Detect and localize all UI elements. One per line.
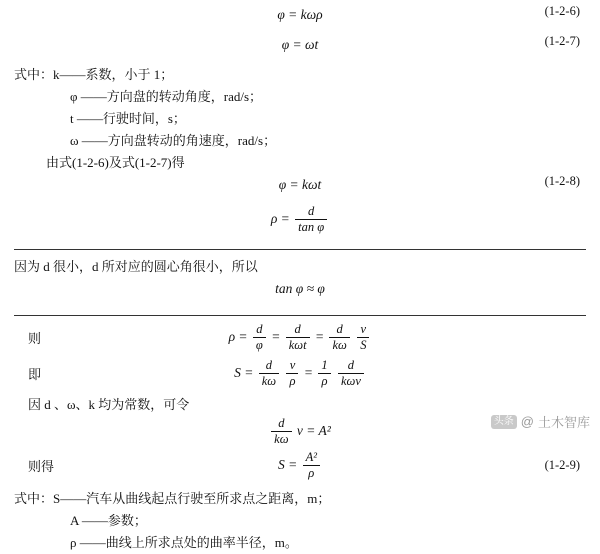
equation-expression: φ = ωt [281, 37, 319, 52]
rho-label: ρ = [270, 211, 290, 226]
equation-row-1-2-7 [14, 34, 586, 64]
fraction-numerator: A² [303, 451, 320, 466]
fraction-d-over-kwv: $\frac{d}{\text{kωv}}$ [338, 359, 364, 388]
that-is-equation: S = $\frac{d}{k\omega}$ $\frac{v}{\rho}$ = $\frac{1}{\rho}$ $\frac{d}{\text{kωv}}$ [14, 358, 586, 389]
fraction-d-over-kw-3: $\frac{d}{k\omega}$ [271, 417, 291, 446]
result-equation [14, 450, 586, 481]
because-line: 因为 d 很小，d 所对应的圆心角很小，所以 [14, 259, 258, 274]
fraction-denominator: ρ [308, 466, 315, 481]
fraction-numerator: d [295, 205, 327, 220]
that-is-row [14, 358, 586, 394]
fraction-d-over-kw-2: $\frac{d}{k\omega}$ [259, 359, 279, 388]
legend-intro: 式中：S——汽车从曲线起点行驶至所求点之距离，m； [14, 491, 331, 506]
fraction-one-over-rho: $\frac{1}{\rho}$ [318, 359, 330, 388]
result-equation-label: S = [277, 457, 298, 472]
watermark-account: 土木智库 [537, 415, 590, 430]
result-label: 则得 [28, 459, 55, 474]
result-row [14, 450, 586, 488]
fraction-d-over-kwt: $\frac{d}{\text{kωt}}$ [286, 323, 310, 352]
equation-number: (1-2-7) [544, 34, 580, 48]
fraction-v-over-s: $\frac{v}{S}$ [357, 323, 369, 352]
where-item-phi: φ ——方向盘的转动角度，rad/s； [70, 89, 263, 104]
equation-row-1-2-8 [14, 174, 586, 204]
approx-row [14, 278, 586, 308]
horizontal-rule-top [14, 249, 586, 250]
equation-expression: φ = kωt [278, 177, 322, 192]
fraction-rho [295, 205, 327, 234]
watermark [491, 412, 590, 431]
equation-row-1-2-6 [14, 4, 586, 34]
approx-expression: tan φ ≈ φ [275, 281, 325, 296]
legend-item-rho: ρ ——曲线上所求点处的曲率半径，m。 [70, 535, 298, 550]
equation-row-rho [14, 204, 586, 242]
that-is-label: 即 [28, 367, 42, 382]
then-equation: ρ = $\frac{d}{\varphi}$ = $\frac{d}{\text{kωt}}$ = $\frac{d}{k\omega}$ $\frac{v}{S}$ [14, 322, 586, 353]
where-intro: 式中：k——系数，小于 1； [14, 67, 174, 82]
equation-number: (1-2-6) [544, 4, 580, 18]
equation-expression [14, 204, 586, 235]
then-label: 则 [28, 331, 42, 346]
fraction-v-over-rho: $\frac{v}{\rho}$ [286, 359, 298, 388]
derivation-intro: 由式(1-2-6)及式(1-2-7)得 [46, 155, 185, 170]
legend-item-a: A ——参数； [70, 513, 147, 528]
watermark-source: 头条 [491, 415, 517, 429]
then-row [14, 322, 586, 358]
constants-line: 因 d 、ω、k 均为常数，可令 [28, 397, 190, 412]
equation-number: (1-2-9) [544, 458, 580, 472]
equation-expression: φ = kωρ [277, 7, 323, 22]
fraction-a2-over-rho [303, 451, 320, 480]
watermark-separator: @ [520, 414, 534, 429]
fraction-denominator: tan φ [298, 220, 325, 235]
fraction-d-over-kw: $\frac{d}{k\omega}$ [329, 323, 349, 352]
horizontal-rule-middle [14, 315, 586, 316]
equation-number: (1-2-8) [544, 174, 580, 188]
constant-equation: $\frac{d}{k\omega}$ v = A² [14, 416, 586, 447]
fraction-d-over-phi: $\frac{d}{\varphi}$ [253, 323, 266, 352]
where-item-omega: ω ——方向盘转动的角速度，rad/s； [70, 133, 277, 148]
where-item-t: t ——行驶时间，s； [70, 111, 186, 126]
